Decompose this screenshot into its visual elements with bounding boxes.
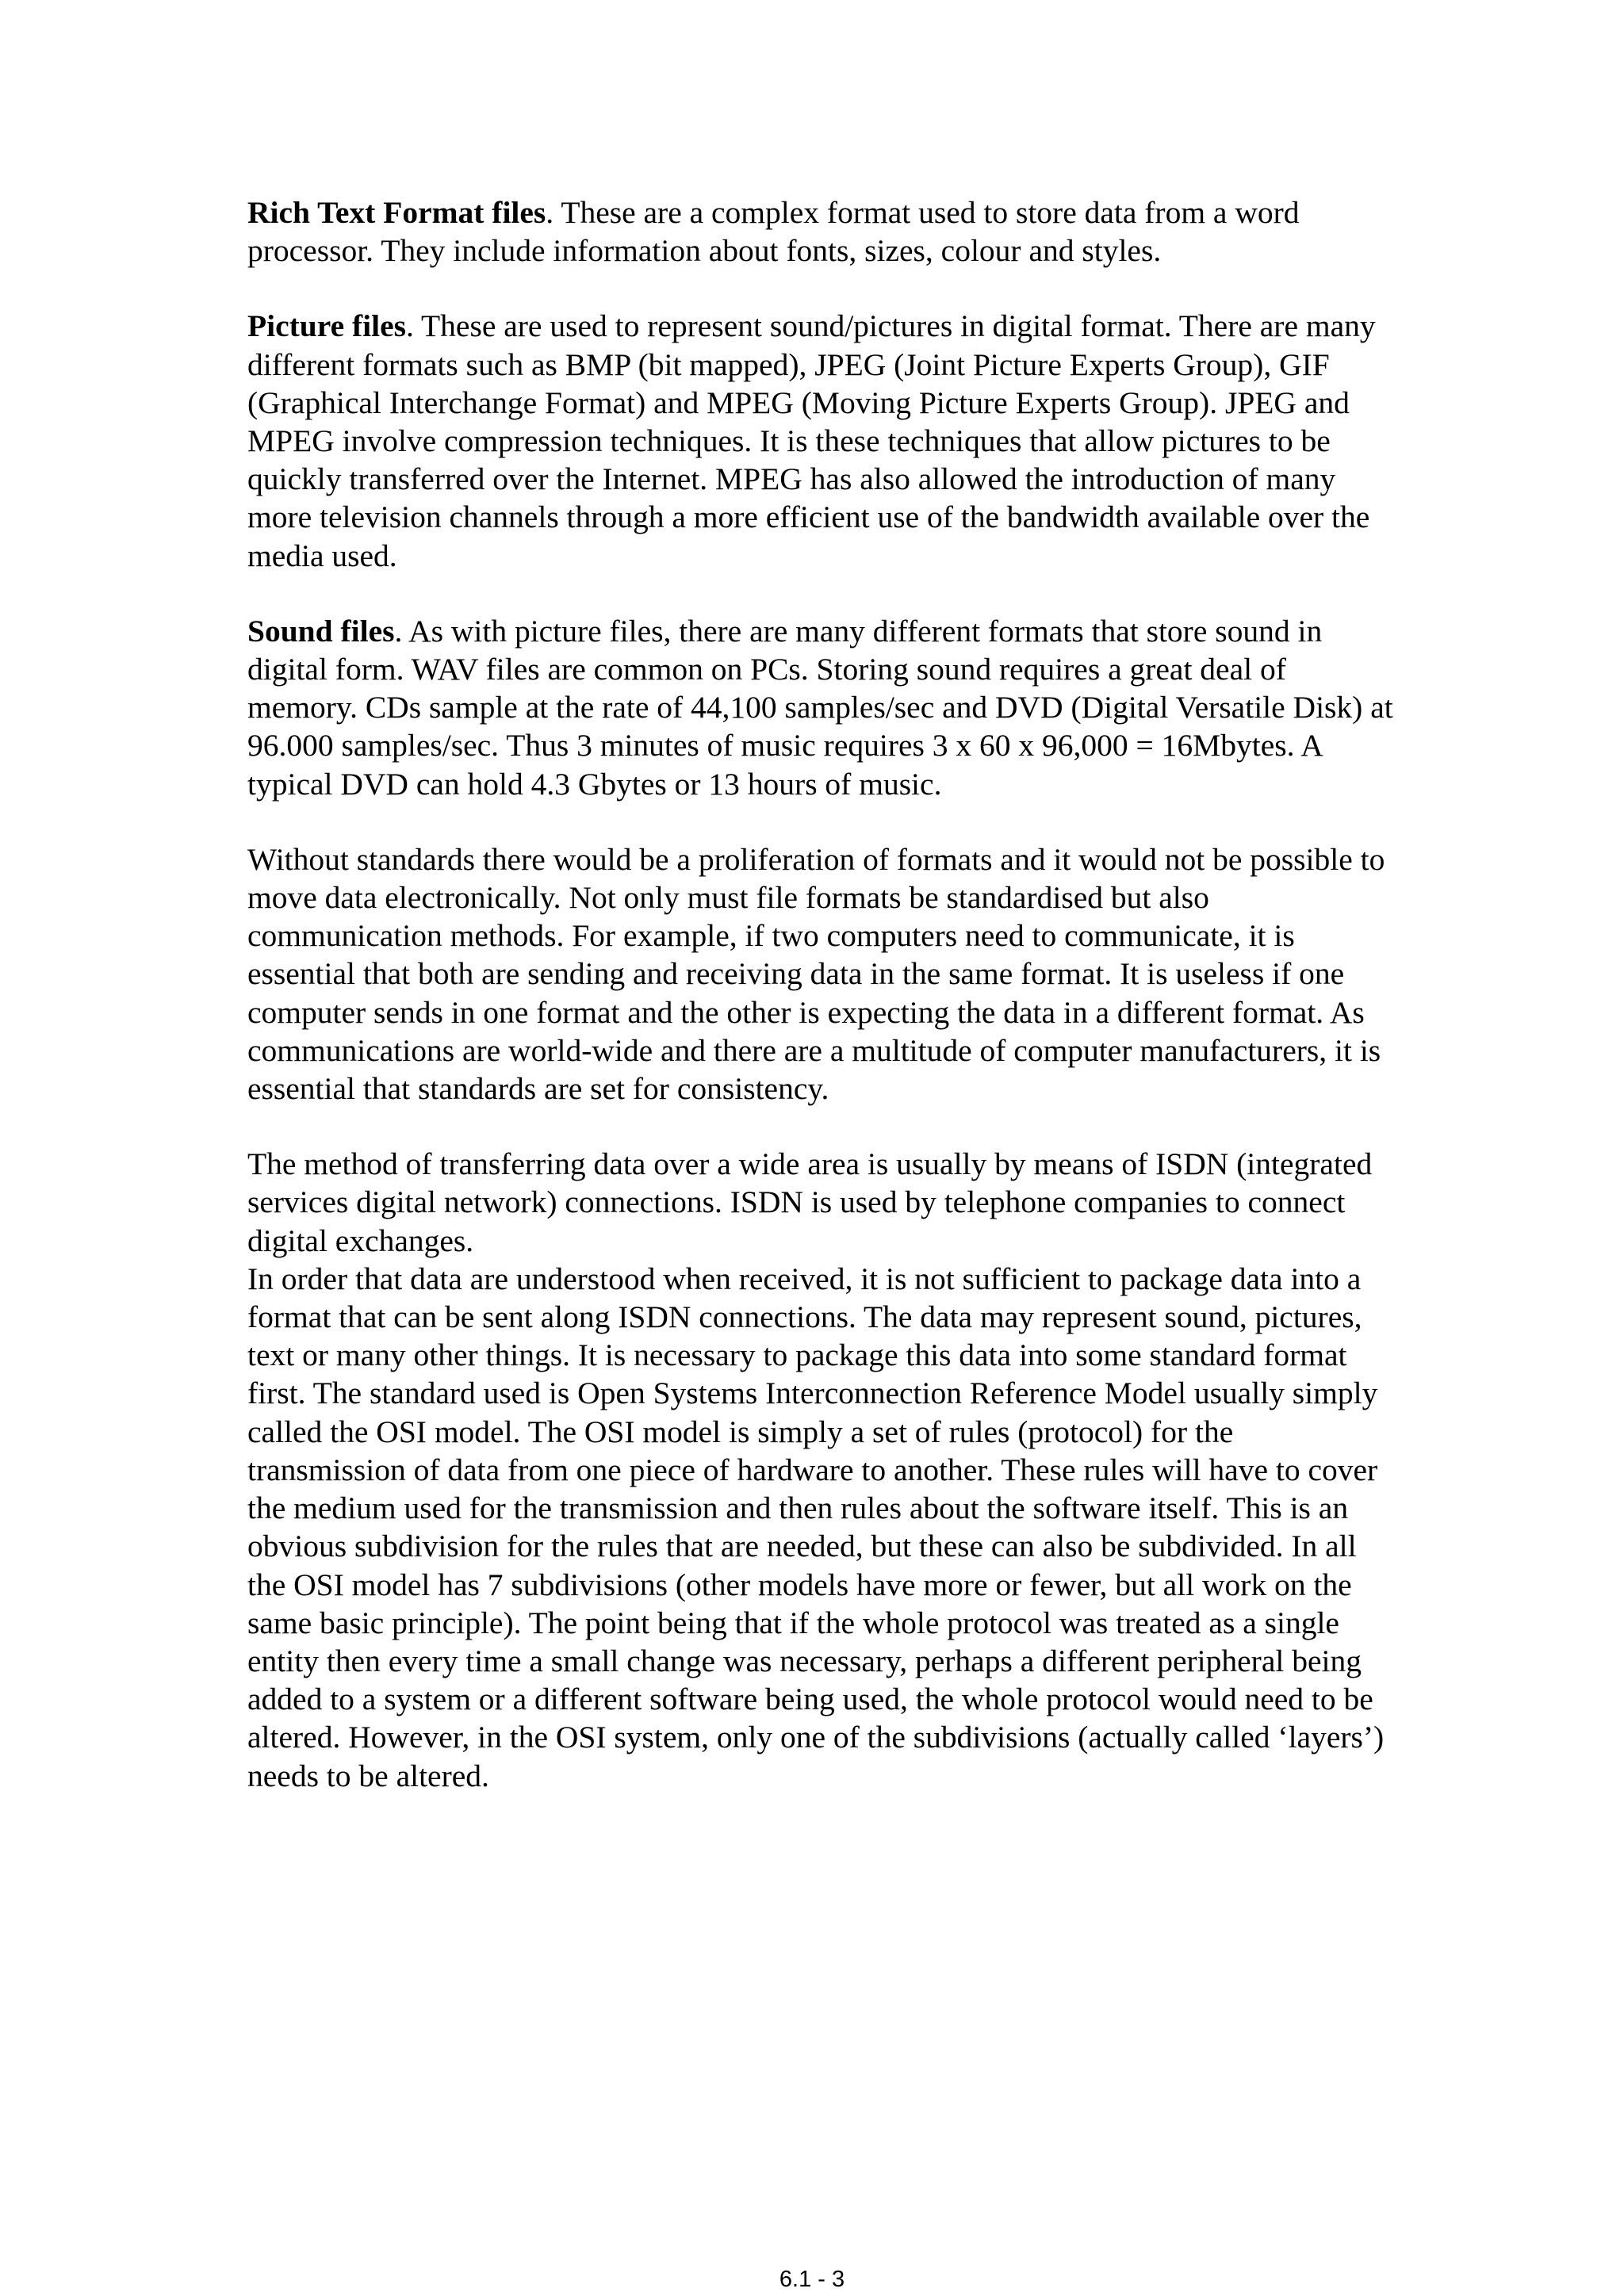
document-body xyxy=(247,193,1397,1795)
paragraph-standards: Without standards there would be a proliferation of formats and it would not be possible to move data electronically. Not only must file formats be standardised but also communication methods. For example, if two computers need to communicate, it is essential that both are sending and receiving data in the same format. It is useless if one computer sends in one format and the other is expecting the data in a different format. As communications are world-wide and there are a multitude of computer manufacturers, it is essential that standards are set for consistency. xyxy=(247,841,1385,1107)
heading-sound-files: Sound files xyxy=(247,613,395,649)
heading-picture-files: Picture files xyxy=(247,308,406,344)
text-picture-files: . These are used to represent sound/pictures in digital format. There are many different formats such as BMP (bit mapped), JPEG (Joint Picture Experts Group), GIF (Graphical Interchange Format) and MPEG (Moving Picture Experts Group). JPEG and MPEG involve compression techniques. It is these techniques that allow pictures to be quickly transferred over the Internet. MPEG has also allowed the introduction of many more television channels through a more efficient use of the bandwidth available over the media used. xyxy=(247,308,1376,573)
text-rich-text-format: . These are a complex format used to store data from a word processor. They include information about fonts, sizes, colour and styles. xyxy=(247,195,1300,269)
paragraph-sound-files xyxy=(247,612,1397,803)
text-sound-files: . As with picture files, there are many different formats that store sound in digital form. WAV files are common on PCs. Storing sound requires a great deal of memory. CDs sample at the rate of 44,100 samples/sec and DVD (Digital Versatile Disk) at 96.000 samples/sec. Thus 3 minutes of music requires 3 x 60 x 96,000 = 16Mbytes. A typical DVD can hold 4.3 Gbytes or 13 hours of music. xyxy=(247,613,1393,802)
heading-rich-text-format: Rich Text Format files xyxy=(247,195,546,230)
paragraph-osi-model: In order that data are understood when received, it is not sufficient to package data into a format that can be sent along ISDN connections. The data may represent sound, pictures, text or many other things. It is necessary to package this data into some standard format first. The standard used is Open Systems Interconnection Reference Model usually simply called the OSI model. The OSI model is simply a set of rules (protocol) for the transmission of data from one piece of hardware to another. These rules will have to cover the medium used for the transmission and then rules about the software itself. This is an obvious subdivision for the rules that are needed, but these can also be subdivided. In all the OSI model has 7 subdivisions (other models have more or fewer, but all work on the same basic principle). The point being that if the whole protocol was treated as a single entity then every time a small change was necessary, perhaps a different peripheral being added to a system or a different software being used, the whole protocol would need to be altered. However, in the OSI system, only one of the subdivisions (actually called ‘layers’) needs to be altered. xyxy=(247,1261,1385,1793)
paragraph-rich-text-format xyxy=(247,193,1397,270)
paragraph-picture-files xyxy=(247,307,1397,574)
page-number: 6.1 - 3 xyxy=(779,2267,845,2292)
paragraph-isdn: The method of transferring data over a wide area is usually by means of ISDN (integrated services digital network) connections. ISDN is used by telephone companies to connect digital exchanges. xyxy=(247,1146,1373,1258)
